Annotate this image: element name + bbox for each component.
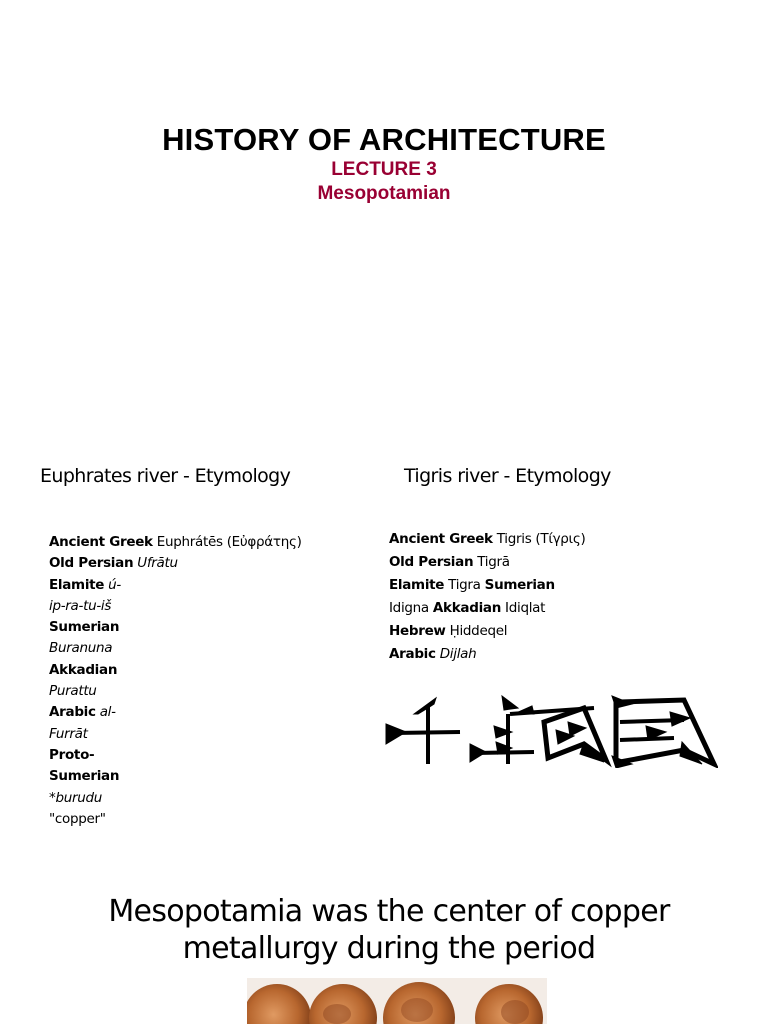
page-title: HISTORY OF ARCHITECTURE xyxy=(162,122,606,157)
etymology-line xyxy=(49,596,302,617)
language-name: Old Persian xyxy=(389,554,474,570)
language-name: Ancient Greek xyxy=(49,534,153,550)
etymology-line xyxy=(389,528,585,551)
etymology-term: ip-ra-tu-iš xyxy=(49,597,112,614)
etymology-term: Purattu xyxy=(49,683,97,700)
copper-coins-image xyxy=(247,978,547,1024)
language-name: Akkadian xyxy=(49,661,118,678)
language-name: Old Persian xyxy=(49,555,134,572)
language-name: Ancient Greek xyxy=(389,531,493,547)
language-name: Sumerian xyxy=(49,619,120,636)
language-name: Elamite xyxy=(49,576,105,593)
etymology-term: *burudu xyxy=(49,789,103,806)
etymology-line xyxy=(49,660,302,681)
etymology-line xyxy=(49,745,302,766)
tigris-heading: Tigris river - Etymology xyxy=(404,465,611,487)
etymology-term: Dijlah xyxy=(435,646,477,662)
etymology-term: Buranuna xyxy=(49,640,113,657)
etymology-line xyxy=(49,575,302,596)
etymology-term: "copper" xyxy=(49,810,106,827)
etymology-term: Ufrātu xyxy=(133,555,178,572)
lecture-subtitle: Mesopotamian xyxy=(317,183,451,204)
statement-line-1: Mesopotamia was the center of copper xyxy=(108,894,670,929)
language-name: Sumerian xyxy=(484,577,555,593)
etymology-term: Idiqlat xyxy=(501,600,546,616)
etymology-line xyxy=(49,681,302,702)
etymology-line xyxy=(49,553,302,574)
etymology-line xyxy=(389,574,585,597)
language-name: Arabic xyxy=(389,646,436,662)
language-name: Hebrew xyxy=(389,623,446,639)
etymology-line xyxy=(49,617,302,638)
euphrates-heading: Euphrates river - Etymology xyxy=(40,465,291,487)
language-name: Proto- xyxy=(49,746,95,763)
etymology-line xyxy=(389,643,585,666)
etymology-line xyxy=(49,809,302,830)
cuneiform-script-image xyxy=(384,692,718,768)
etymology-line xyxy=(49,702,302,723)
etymology-term: Furrāt xyxy=(49,725,88,742)
etymology-term: Tigra xyxy=(444,577,485,593)
etymology-term: Ḥiddeqel xyxy=(445,623,508,639)
etymology-line xyxy=(49,724,302,745)
etymology-line xyxy=(389,620,585,643)
language-name: Akkadian xyxy=(432,600,502,616)
statement-line-2: metallurgy during the period xyxy=(182,931,596,966)
etymology-line xyxy=(49,532,302,553)
etymology-term: al- xyxy=(95,704,116,721)
etymology-line xyxy=(49,788,302,809)
etymology-line xyxy=(389,551,585,574)
lecture-number: LECTURE 3 xyxy=(331,159,437,180)
etymology-term: Euphrátēs (Εὐφράτης) xyxy=(152,534,302,550)
etymology-term: Tigrā xyxy=(473,554,510,570)
etymology-line xyxy=(389,597,585,620)
copper-metallurgy-statement xyxy=(0,893,768,967)
etymology-term: Tigris (Τίγρις) xyxy=(492,531,586,547)
tigris-etymology-list xyxy=(389,528,585,666)
language-name: Elamite xyxy=(389,577,445,593)
etymology-term: ú- xyxy=(104,576,121,593)
etymology-line xyxy=(49,638,302,659)
etymology-term: Idigna xyxy=(389,600,433,616)
etymology-line xyxy=(49,766,302,787)
language-name: Arabic xyxy=(49,704,96,721)
euphrates-etymology-list xyxy=(49,532,302,830)
language-name: Sumerian xyxy=(49,768,120,785)
